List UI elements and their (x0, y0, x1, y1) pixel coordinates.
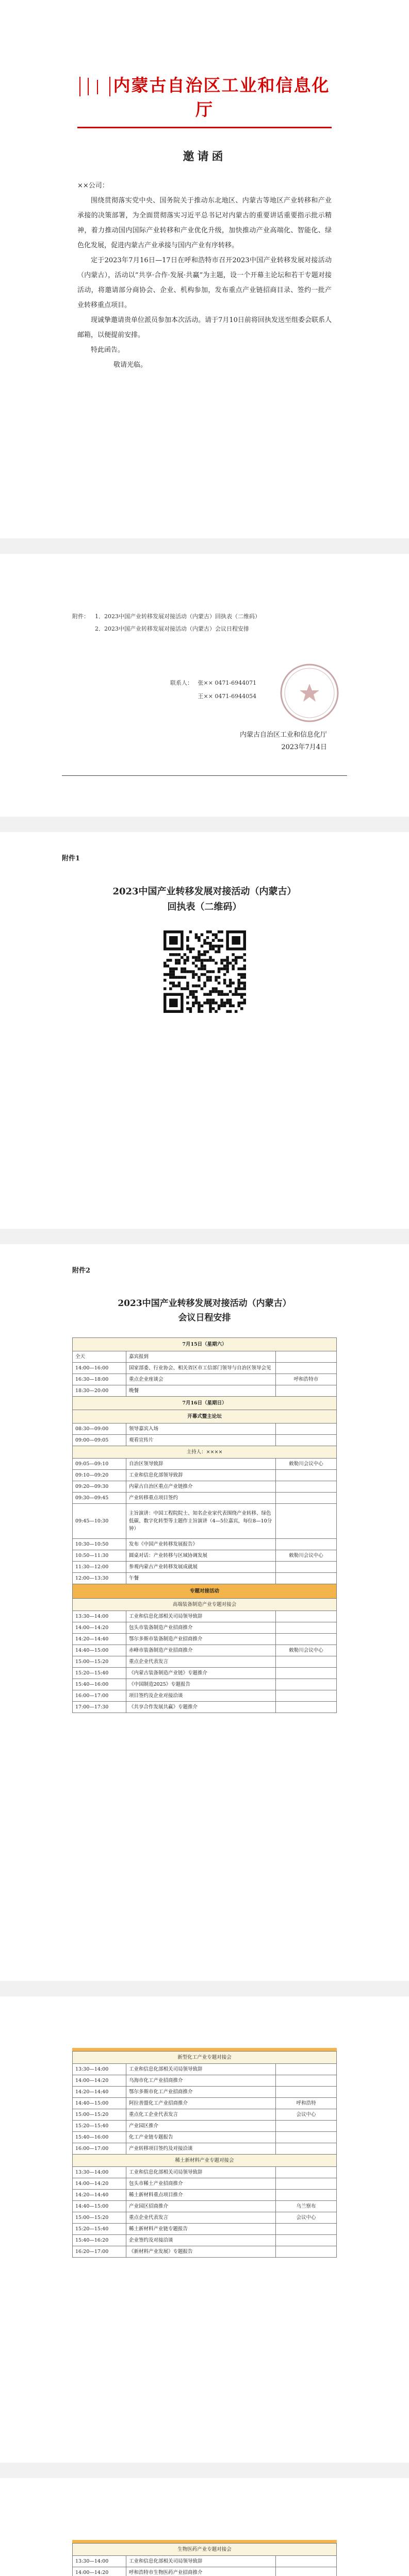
table-row (73, 2075, 337, 2087)
cell-time: 14:00—14:20 (73, 2178, 126, 2190)
cell-item: 鄂尔多斯市化工产业招商推介 (126, 2087, 276, 2098)
cell-time: 16:00—17:00 (73, 1690, 126, 1702)
table-row (73, 1690, 337, 1702)
table-row (73, 2224, 337, 2235)
table-row (73, 2098, 337, 2109)
cell-item: 主旨演讲：中国工程院院士、知名企业家代表围绕产业转移、绿色低碳、数字化转型等主题作主旨演讲（4—5位嘉宾，每位8—10分钟） (126, 1504, 276, 1539)
schedule-table (72, 1337, 337, 1713)
cell-place (276, 1539, 337, 1550)
cell-item: 领导嘉宾入场 (126, 1423, 276, 1435)
qr-code-icon (163, 930, 246, 1013)
page-gap (0, 817, 409, 832)
day-header: 7月16日（星期日） (73, 1397, 337, 1410)
letter-paragraph: 定于2023年7月16日—17日在呼和浩特市召开2023中国产业转移发展对接活动（内蒙古），活动以“共享·合作·发展·共赢”为主题，设一个开幕主论坛和若干专题对接活动，将邀请部分商协会、企业、机构参加，发布重点产业链招商目录、签约一批产业转移重点项目。 (77, 257, 332, 309)
cell-item: 产业转移项目签约及对接洽谈 (126, 2143, 276, 2155)
cell-item: 《共享合作发展共赢》专题推介 (126, 1702, 276, 1713)
table-row (73, 2121, 337, 2132)
cell-place (276, 1611, 337, 1622)
letter-paragraph: 现诚挚邀请贵单位派员参加本次活动。请于7月10日前将回执发送至组委会联系人邮箱，以便提前安排。 (77, 316, 332, 339)
table-row (73, 1702, 337, 1713)
table-row (73, 1385, 337, 1397)
contact-phone: 0471-6944054 (215, 693, 257, 700)
cell-place: 会议中心 (276, 2212, 337, 2224)
section-header: 新型化工产业专题对接会 (73, 2052, 337, 2064)
table-row (73, 1374, 337, 1385)
cell-item: 《中国制造2025》专题报告 (126, 1679, 276, 1690)
schedule-page-1 (0, 1244, 409, 1996)
cell-place (276, 1679, 337, 1690)
table-row (73, 2235, 337, 2246)
table-row (73, 1504, 337, 1539)
cell-place (276, 1562, 337, 1573)
cell-place (276, 1435, 337, 1446)
cell-place: 敕勒川会议中心 (276, 1645, 337, 1656)
cell-place (276, 2075, 337, 2087)
cell-item: 重点化工企业代表发言 (126, 2109, 276, 2121)
schedule-title-line: 2023中国产业转移发展对接活动（内蒙古） (118, 1298, 291, 1309)
cell-time: 16:00—17:00 (73, 2143, 126, 2155)
table-row (73, 2246, 337, 2258)
table-row (73, 2132, 337, 2143)
contact-name: 张×× (198, 680, 213, 686)
cell-time: 15:40—16:20 (73, 2235, 126, 2246)
cell-item: 赤峰市装备制造产业招商推介 (126, 1645, 276, 1656)
signer-name: 内蒙古自治区工业和信息化厅 (240, 731, 328, 739)
cell-time: 09:00—09:05 (73, 1435, 126, 1446)
cell-item: 阿拉善盟化工产业招商推介 (126, 2098, 276, 2109)
schedule-page-3 (0, 2478, 409, 2576)
letter-paragraph: 围绕贯彻落实党中央、国务院关于推动东北地区、内蒙古等地区产业转移和产业承接的决策部署，为全面贯彻落实习近平总书记对内蒙古的重要讲话重要指示批示精神，着力推动国内国际产业转移和产业优化升级，加快推动产业高端化、智能化、绿色化发展，促进内蒙古产业承接与国内产业有序转移。 (77, 197, 332, 249)
page-gap (0, 538, 409, 554)
cell-place (276, 1690, 337, 1702)
sign-date: 2023年7月4日 (281, 743, 328, 751)
cell-item: 国家部委、行业协会、相关省区市工信部门领导与自治区领导会见 (126, 1363, 276, 1374)
cell-time: 14:40—15:00 (73, 2201, 126, 2212)
cell-item: 参观内蒙古产业转移发展成就展 (126, 1562, 276, 1573)
cell-item: 嘉宾报到 (126, 1351, 276, 1363)
cell-time: 15:00—15:20 (73, 2212, 126, 2224)
schedule-table (72, 2051, 337, 2258)
cell-item: 企业签约及对接洽谈 (126, 2235, 276, 2246)
cell-item: 工业和信息化部相关司局领导致辞 (126, 2556, 276, 2567)
cell-place (276, 1656, 337, 1668)
cell-place: 敕勒川会议中心 (276, 1550, 337, 1562)
table-row (73, 1622, 337, 1634)
cell-item: 产业园区推介 (126, 2121, 276, 2132)
cell-time: 09:30—09:45 (73, 1493, 126, 1504)
attachment-item: 1．2023中国产业转移发展对接活动（内蒙古）回执表（二维码） (95, 613, 260, 620)
cell-item: 工业和信息化部相关司局领导致辞 (126, 2167, 276, 2178)
cell-place (276, 2567, 337, 2576)
table-row (73, 1363, 337, 1374)
cell-time: 14:40—15:00 (73, 2098, 126, 2109)
cell-place (276, 1634, 337, 1645)
qr-code[interactable] (163, 930, 246, 1013)
red-letterhead (77, 72, 332, 121)
schedule-page-2 (0, 1996, 409, 2478)
table-row (73, 2052, 337, 2064)
cell-time: 14:20—14:40 (73, 1634, 126, 1645)
official-seal-icon (279, 662, 340, 724)
letter-closing: 敬请光临。 (113, 361, 148, 369)
table-row (73, 1338, 337, 1351)
cell-place (276, 2121, 337, 2132)
table-row (73, 2201, 337, 2212)
cell-item: 《新材料产业发展》专题报告 (126, 2246, 276, 2258)
letter-title: 邀请函 (183, 150, 226, 163)
table-row (73, 2178, 337, 2190)
cell-time: 13:30—14:00 (73, 2167, 126, 2178)
cell-item: 鄂尔多斯市装备制造产业招商推介 (126, 1634, 276, 1645)
mongolian-script-logo (79, 77, 110, 96)
cell-place (276, 1493, 337, 1504)
cell-time: 13:30—14:00 (73, 1611, 126, 1622)
signature-block (240, 729, 327, 754)
cell-item: 工业和信息化部相关司局领导致辞 (126, 1611, 276, 1622)
cell-time: 15:20—15:40 (73, 1668, 126, 1679)
cell-time: 08:30—09:00 (73, 1423, 126, 1435)
cell-place (276, 2190, 337, 2201)
section-header: 开幕式暨主论坛 (73, 1410, 337, 1423)
cell-item: 化工产业链专题报告 (126, 2132, 276, 2143)
letter-body (77, 178, 332, 372)
cell-time: 13:30—14:00 (73, 2064, 126, 2075)
table-row (73, 1481, 337, 1493)
table-row (73, 1539, 337, 1550)
table-row (73, 2567, 337, 2576)
cell-item: 午餐 (126, 1573, 276, 1584)
cell-item: 观看宣传片 (126, 1435, 276, 1446)
table-row (73, 2064, 337, 2075)
cell-place: 呼和浩特 (276, 2098, 337, 2109)
table-row (73, 2167, 337, 2178)
table-row (73, 1645, 337, 1656)
cell-time: 13:30—14:00 (73, 2556, 126, 2567)
cell-item: 自治区领导致辞 (126, 1459, 276, 1470)
schedule-title-line: 会议日程安排 (178, 1313, 231, 1323)
cell-time: 14:00—16:00 (73, 1363, 126, 1374)
cell-time: 09:10—09:20 (73, 1470, 126, 1481)
cell-time: 14:40—15:00 (73, 1645, 126, 1656)
table-row (73, 2155, 337, 2167)
cell-time: 15:00—15:20 (73, 2109, 126, 2121)
day-header: 7月15日（星期六） (73, 1338, 337, 1351)
cell-place (276, 1423, 337, 1435)
cell-place (276, 1470, 337, 1481)
schedule-table (72, 2543, 337, 2576)
table-row (73, 1599, 337, 1611)
table-row (73, 2109, 337, 2121)
cell-place (276, 2064, 337, 2075)
qr-page (0, 832, 409, 1244)
cell-place: 呼和浩特市 (276, 1374, 337, 1385)
cell-item: 工业和信息化部相关司局领导致辞 (126, 2064, 276, 2075)
cell-item: 工业和信息化部领导致辞 (126, 1470, 276, 1481)
cell-time: 15:40—16:00 (73, 2132, 126, 2143)
contact-phone: 0471-6944071 (215, 680, 257, 686)
table-row (73, 2212, 337, 2224)
attachment-list (72, 611, 337, 635)
table-row (73, 1656, 337, 1668)
table-row (73, 2087, 337, 2098)
table-row (73, 2544, 337, 2556)
cell-item: 包头市装备制造产业招商推介 (126, 1622, 276, 1634)
cell-time: 14:00—14:20 (73, 1622, 126, 1634)
table-row (73, 1446, 337, 1459)
attachment-title (62, 884, 347, 915)
bottom-rule (62, 775, 347, 776)
table-row (73, 2143, 337, 2155)
table-row (73, 2190, 337, 2201)
cell-time: 11:30—12:00 (73, 1562, 126, 1573)
cell-place (276, 1481, 337, 1493)
attachments-page (0, 554, 409, 832)
cell-place (276, 1668, 337, 1679)
cell-item: 乌海市化工产业招商推介 (126, 2075, 276, 2087)
cell-item: 《内蒙古装备制造产业链》专题推介 (126, 1668, 276, 1679)
cell-time: 16:30—18:00 (73, 1374, 126, 1385)
table-row (73, 1573, 337, 1584)
cell-time: 10:50—11:30 (73, 1550, 126, 1562)
cell-place (276, 2178, 337, 2190)
contact-name: 王×× (198, 693, 213, 700)
cell-place (276, 1573, 337, 1584)
cell-time: 15:20—15:40 (73, 2224, 126, 2235)
cell-place: 敕勒川会议中心 (276, 1459, 337, 1470)
cell-place: 乌兰察布 (276, 2201, 337, 2212)
attachment-number: 附件2 (72, 1267, 91, 1275)
cell-place (276, 2167, 337, 2178)
cell-place (276, 1363, 337, 1374)
cell-item: 重点企业代表发言 (126, 1656, 276, 1668)
table-row (73, 1470, 337, 1481)
org-name: 内蒙古自治区工业和信息化厅 (113, 75, 330, 120)
table-row (73, 1459, 337, 1470)
contact-label: 联系人： (170, 680, 193, 686)
cell-place: 会议中心 (276, 2109, 337, 2121)
page-gap (0, 1981, 409, 1996)
cell-item: 项目签约及企业对接洽谈 (126, 1690, 276, 1702)
cell-place (276, 1385, 337, 1397)
cell-time: 14:20—14:40 (73, 2087, 126, 2098)
table-row (73, 1493, 337, 1504)
cell-place (276, 2132, 337, 2143)
cell-item: 产业园区招商推介 (126, 2201, 276, 2212)
section-band-title: 专题对接活动 (73, 1584, 337, 1599)
cell-time: 09:20—09:30 (73, 1481, 126, 1493)
cell-item: 稀土新材料产业链专题报告 (126, 2224, 276, 2235)
cell-time: 09:45—10:30 (73, 1504, 126, 1539)
attachment-title-line: 回执表（二维码） (167, 902, 242, 912)
cell-item: 发布《中国产业转移发展报告》 (126, 1539, 276, 1550)
cell-item: 产业转移重点项目签约 (126, 1493, 276, 1504)
cell-item: 内蒙古自治区重点产业链推介 (126, 1481, 276, 1493)
cell-item: 圆桌对话：产业转移与区域协调发展 (126, 1550, 276, 1562)
cell-place (276, 1702, 337, 1713)
section-header: 高端装备制造产业专题对接会 (73, 1599, 337, 1611)
letter-page (0, 0, 409, 554)
cell-time: 14:00—14:20 (73, 2075, 126, 2087)
table-row (73, 1679, 337, 1690)
cell-time: 15:00—15:20 (73, 1656, 126, 1668)
cell-time: 09:05—09:10 (73, 1459, 126, 1470)
cell-place (276, 2224, 337, 2235)
cell-item: 呼和浩特市生物医药产业招商推介 (126, 2567, 276, 2576)
cell-item: 稀土新材料重点项目推介 (126, 2190, 276, 2201)
cell-place (276, 1504, 337, 1539)
red-divider (77, 127, 332, 128)
cell-place (276, 2235, 337, 2246)
schedule-title (72, 1296, 337, 1325)
cell-place (276, 2556, 337, 2567)
cell-time: 15:40—16:00 (73, 1679, 126, 1690)
cell-place (276, 2087, 337, 2098)
table-row (73, 1397, 337, 1410)
section-header: 主持人：×××× (73, 1446, 337, 1459)
section-header: 稀土新材料产业专题对接会 (73, 2155, 337, 2167)
cell-place (276, 2246, 337, 2258)
cell-item: 晚餐 (126, 1385, 276, 1397)
cell-place (276, 1351, 337, 1363)
cell-time: 12:00—13:30 (73, 1573, 126, 1584)
cell-item: 重点企业代表发言 (126, 2212, 276, 2224)
cell-time: 16:20—17:00 (73, 2246, 126, 2258)
attachment-item: 2．2023中国产业转移发展对接活动（内蒙古）会议日程安排 (95, 625, 249, 632)
table-row (73, 1584, 337, 1599)
cell-time: 14:00—14:20 (73, 2567, 126, 2576)
cell-time: 15:20—15:40 (73, 2121, 126, 2132)
cell-item: 重点企业座谈会 (126, 1374, 276, 1385)
table-row (73, 1423, 337, 1435)
attachment-number: 附件1 (62, 855, 80, 862)
attachment-title-line: 2023中国产业转移发展对接活动（内蒙古） (112, 886, 297, 897)
table-row (73, 1410, 337, 1423)
table-row (73, 1435, 337, 1446)
cell-item: 包头市稀土产业招商推介 (126, 2178, 276, 2190)
table-row (73, 1634, 337, 1645)
table-row (73, 2556, 337, 2567)
cell-place (276, 2143, 337, 2155)
cell-time: 10:30—10:50 (73, 1539, 126, 1550)
page-gap (0, 1229, 409, 1244)
section-header: 生物医药产业专题对接会 (73, 2544, 337, 2556)
letter-paragraph: 特此函告。 (91, 346, 125, 354)
cell-time: 全天 (73, 1351, 126, 1363)
table-row (73, 1611, 337, 1622)
cell-time: 18:30—20:00 (73, 1385, 126, 1397)
table-row (73, 1668, 337, 1679)
cell-time: 14:20—14:40 (73, 2190, 126, 2201)
cell-place (276, 1622, 337, 1634)
attachment-label: 附件： (72, 613, 89, 620)
letter-salute: ××公司： (77, 182, 109, 190)
table-row (73, 1351, 337, 1363)
page-gap (0, 2463, 409, 2478)
table-row (73, 1550, 337, 1562)
table-row (73, 1562, 337, 1573)
cell-time: 17:00—17:30 (73, 1702, 126, 1713)
